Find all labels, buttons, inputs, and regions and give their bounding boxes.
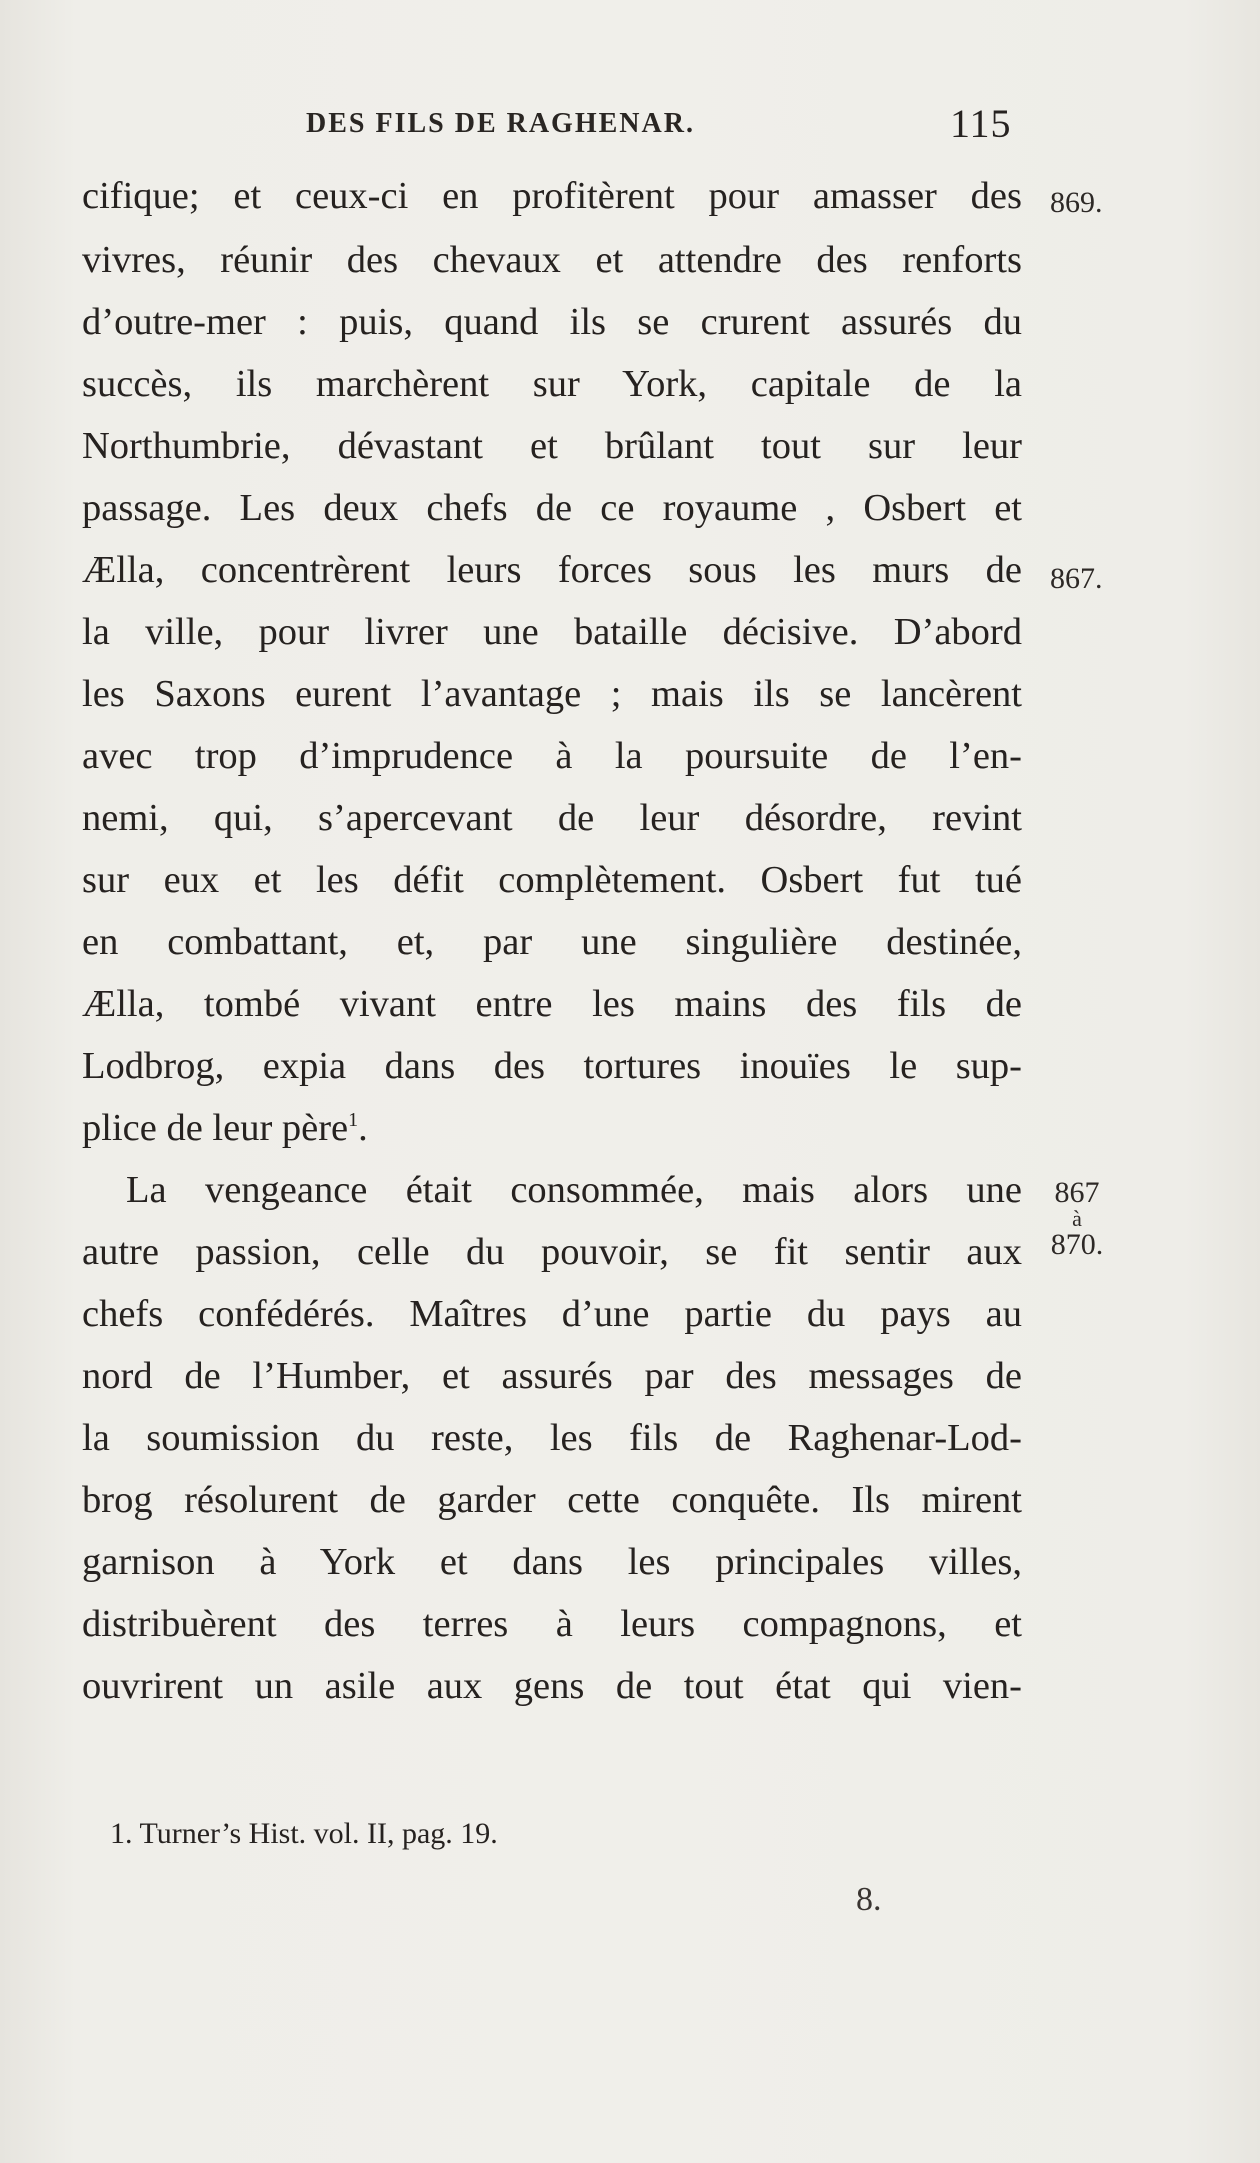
body-line: nemi, qui, s’apercevant de leur désordre, revint: [82, 797, 1022, 839]
page-number: 115: [950, 101, 1012, 146]
body-line: Ælla, tombé vivant entre les mains des fils de: [82, 983, 1022, 1025]
body-line: les Saxons eurent l’avantage ; mais ils se lancèrent: [82, 673, 1022, 715]
body-line: la ville, pour livrer une bataille décisive. D’abord: [82, 611, 1022, 653]
signature-mark: 8.: [856, 1881, 882, 1918]
margin-date-867: 867.: [1050, 562, 1103, 595]
body-line: passage. Les deux chefs de ce royaume , Osbert et: [82, 487, 1022, 529]
body-line: vivres, réunir des chevaux et attendre des renforts: [82, 239, 1022, 281]
body-line: autre passion, celle du pouvoir, se fit sentir aux: [82, 1231, 1022, 1273]
body-line: d’outre-mer : puis, quand ils se crurent assurés du: [82, 301, 1022, 343]
body-line: brog résolurent de garder cette conquête. Ils mirent: [82, 1479, 1022, 1521]
page-header: [0, 100, 1260, 150]
body-line: garnison à York et dans les principales villes,: [82, 1541, 1022, 1583]
period: .: [358, 1107, 368, 1149]
body-line: Ælla, concentrèrent leurs forces sous les murs de: [82, 549, 1022, 591]
body-line: cifique; et ceux-ci en profitèrent pour amasser des: [82, 175, 1022, 217]
running-title: DES FILS DE RAGHENAR.: [306, 108, 695, 139]
paragraph-first-line: La vengeance était consommée, mais alors une: [126, 1169, 1022, 1211]
body-line: la soumission du reste, les fils de Raghenar-Lod-: [82, 1417, 1022, 1459]
body-line-text: plice de leur père: [82, 1107, 349, 1149]
body-line: ouvrirent un asile aux gens de tout état qui vien-: [82, 1665, 1022, 1707]
margin-date-range: [1046, 1176, 1108, 1262]
body-line: distribuèrent des terres à leurs compagnons, et: [82, 1603, 1022, 1645]
body-line: succès, ils marchèrent sur York, capitale de la: [82, 363, 1022, 405]
body-line: Northumbrie, dévastant et brûlant tout sur leur: [82, 425, 1022, 467]
footnote-reference[interactable]: 1: [348, 1109, 359, 1132]
margin-date-range-end: 870.: [1050, 1228, 1104, 1261]
margin-date-range-sep: à: [1072, 1206, 1082, 1231]
body-line: nord de l’Humber, et assurés par des messages de: [82, 1355, 1022, 1397]
body-line: chefs confédérés. Maîtres d’une partie du pays au: [82, 1293, 1022, 1335]
margin-date-869: 869.: [1050, 186, 1103, 219]
body-line: en combattant, et, par une singulière destinée,: [82, 921, 1022, 963]
margin-date-range-start: 867: [1054, 1176, 1100, 1209]
body-line: sur eux et les défit complètement. Osbert fut tué: [82, 859, 1022, 901]
body-line-with-footnote-ref: [82, 1104, 1022, 1152]
body-line: Lodbrog, expia dans des tortures inouïes le sup-: [82, 1045, 1022, 1087]
footnote: 1. Turner’s Hist. vol. II, pag. 19.: [110, 1817, 498, 1850]
body-line: avec trop d’imprudence à la poursuite de l’en-: [82, 735, 1022, 777]
